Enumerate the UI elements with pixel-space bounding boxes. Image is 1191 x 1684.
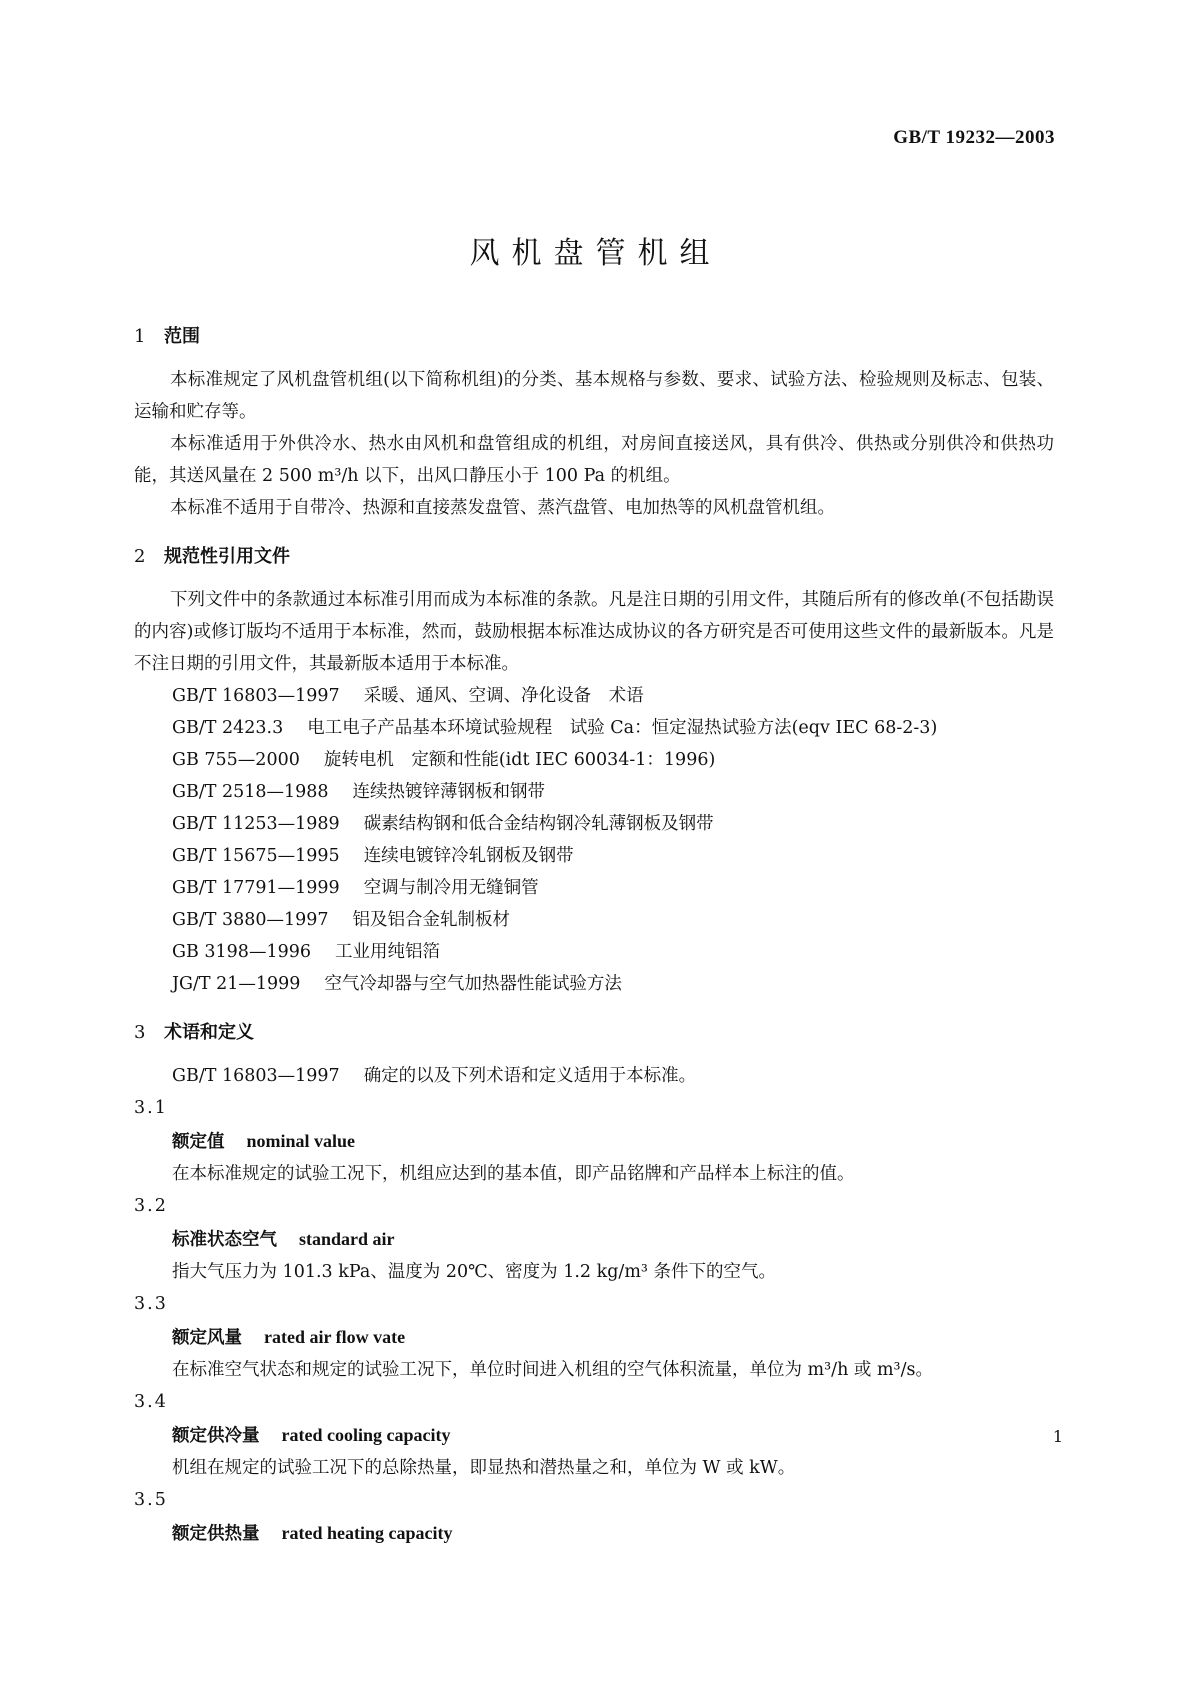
term-en: standard air [299, 1229, 395, 1249]
term-definition: 指大气压力为 101.3 kPa、温度为 20℃、密度为 1.2 kg/m³ 条件下的空气。 [172, 1262, 776, 1282]
reference-code: JG/T 21—1999 [172, 974, 301, 994]
clause-number: 3.5 [134, 1490, 168, 1510]
term-heading [134, 1419, 1054, 1452]
clause-number: 3.1 [134, 1098, 168, 1118]
reference-title: 工业用纯铝箔 [334, 942, 440, 962]
section-title: 规范性引用文件 [164, 546, 290, 567]
reference-title: 空调与制冷用无缝铜管 [363, 878, 539, 898]
reference-item [134, 936, 1054, 968]
section-3-intro [134, 1060, 1054, 1092]
term-definition: 在本标准规定的试验工况下，机组应达到的基本值，即产品铭牌和产品样本上标注的值。 [172, 1164, 855, 1184]
term-heading [134, 1517, 1054, 1550]
term-definition: 机组在规定的试验工况下的总除热量，即显热和潜热量之和，单位为 W 或 kW。 [172, 1458, 796, 1478]
document-body [134, 320, 1054, 1550]
reference-code: GB/T 16803—1997 [172, 686, 340, 706]
reference-item [134, 840, 1054, 872]
reference-item [134, 680, 1054, 712]
reference-code: GB/T 2423.3 [172, 718, 284, 738]
reference-title: 铝及铝合金轧制板材 [352, 910, 511, 930]
term-zh: 额定供热量 [172, 1524, 260, 1544]
document-title: 风机盘管机组 [469, 236, 722, 271]
reference-title: 连续电镀锌冷轧钢板及钢带 [363, 846, 574, 866]
reference-item [134, 712, 1054, 744]
intro-text: 确定的以及下列术语和定义适用于本标准。 [363, 1066, 697, 1086]
section-3-heading [134, 1016, 1054, 1050]
reference-title: 采暖、通风、空调、净化设备 术语 [363, 686, 644, 706]
reference-title: 连续热镀锌薄钢板和钢带 [352, 782, 546, 802]
reference-title: 碳素结构钢和低合金结构钢冷轧薄钢板及钢带 [363, 814, 714, 834]
reference-title: 旋转电机 定额和性能(idt IEC 60034-1：1996) [323, 750, 716, 770]
section-number: 2 [134, 546, 146, 567]
reference-code: GB/T 15675—1995 [172, 846, 340, 866]
section-1-paragraph: 本标准不适用于自带冷、热源和直接蒸发盘管、蒸汽盘管、电加热等的风机盘管机组。 [170, 498, 835, 518]
section-title: 范围 [164, 326, 200, 347]
term-zh: 额定风量 [172, 1328, 242, 1348]
term-en: rated heating capacity [281, 1523, 453, 1543]
section-number: 1 [134, 326, 146, 347]
reference-code: GB/T 17791—1999 [172, 878, 340, 898]
reference-item [134, 744, 1054, 776]
reference-title: 空气冷却器与空气加热器性能试验方法 [324, 974, 622, 994]
term-en: rated air flow vate [264, 1327, 406, 1347]
clause-number: 3.4 [134, 1392, 168, 1412]
clause-number: 3.2 [134, 1196, 168, 1216]
reference-code: GB/T 3880—1997 [172, 910, 329, 930]
term-definition: 在标准空气状态和规定的试验工况下，单位时间进入机组的空气体积流量，单位为 m³/h 或 m³/s。 [172, 1360, 933, 1380]
reference-code: GB 755—2000 [172, 750, 300, 770]
term-zh: 额定值 [172, 1132, 225, 1152]
term-en: nominal value [246, 1131, 356, 1151]
reference-code: GB 3198—1996 [172, 942, 311, 962]
reference-code: GB/T 2518—1988 [172, 782, 329, 802]
reference-item [134, 808, 1054, 840]
reference-code: GB/T 11253—1989 [172, 814, 340, 834]
clause-number: 3.3 [134, 1294, 168, 1314]
reference-item [134, 872, 1054, 904]
page-number: 1 [1052, 1427, 1063, 1446]
section-2-heading [134, 540, 1054, 574]
section-1-heading [134, 320, 1054, 354]
reference-code: GB/T 16803—1997 [172, 1066, 340, 1086]
section-number: 3 [134, 1022, 146, 1043]
reference-item [134, 968, 1054, 1000]
term-en: rated cooling capacity [281, 1425, 451, 1445]
term-zh: 额定供冷量 [172, 1426, 260, 1446]
term-heading [134, 1321, 1054, 1354]
reference-title: 电工电子产品基本环境试验规程 试验 Ca：恒定湿热试验方法(eqv IEC 68-2-3) [307, 718, 938, 738]
section-1-paragraph: 本标准适用于外供冷水、热水由风机和盘管组成的机组，对房间直接送风，具有供冷、供热或分别供冷和供热功能，其送风量在 2 500 m³/h 以下，出风口静压小于 100 Pa 的机组。 [134, 434, 1054, 486]
section-1-paragraph: 本标准规定了风机盘管机组(以下简称机组)的分类、基本规格与参数、要求、试验方法、检验规则及标志、包装、运输和贮存等。 [134, 370, 1054, 422]
section-2-intro: 下列文件中的条款通过本标准引用而成为本标准的条款。凡是注日期的引用文件，其随后所有的修改单(不包括勘误的内容)或修订版均不适用于本标准，然而，鼓励根据本标准达成协议的各方研究是否可使用这些文件的最新版本。凡是不注日期的引用文件，其最新版本适用于本标准。 [134, 590, 1054, 674]
reference-item [134, 776, 1054, 808]
reference-item [134, 904, 1054, 936]
term-heading [134, 1223, 1054, 1256]
standard-code: GB/T 19232—2003 [893, 127, 1055, 148]
term-heading [134, 1125, 1054, 1158]
term-zh: 标准状态空气 [172, 1230, 277, 1250]
section-title: 术语和定义 [164, 1022, 254, 1043]
